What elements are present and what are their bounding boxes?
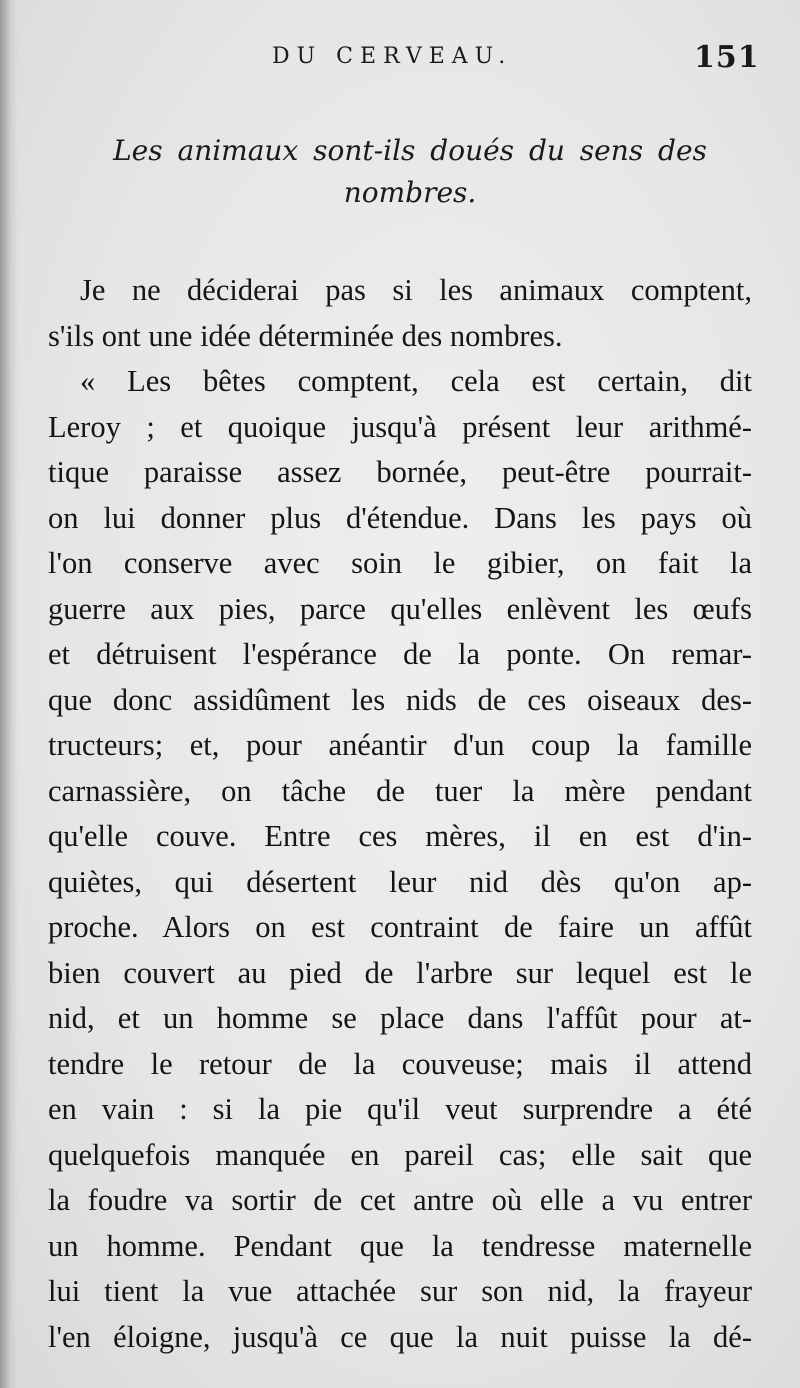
running-head-title: DU CERVEAU.	[272, 44, 513, 69]
section-title-line: nombres.	[343, 176, 477, 209]
text-line: quiètes, qui désertent leur nid dès qu'on ap-	[48, 864, 752, 899]
text-line: l'en éloigne, jusqu'à ce que la nuit puisse la dé-	[48, 1319, 752, 1354]
body-text	[48, 268, 752, 1360]
text-line: quelquefois manquée en pareil cas; elle sait que	[48, 1137, 752, 1172]
text-line: tique paraisse assez bornée, peut-être pourrait-	[48, 455, 752, 489]
text-line: que donc assidûment les nids de ces oiseaux des-	[48, 682, 752, 717]
text-line: lui tient la vue attachée sur son nid, la frayeur	[48, 1274, 752, 1308]
text-line: Je ne déciderai pas si les animaux comptent,	[80, 273, 752, 307]
section-title-line: Les animaux sont-ils doués du sens des	[113, 134, 707, 167]
text-line: Leroy ; et quoique jusqu'à présent leur arithmé-	[48, 409, 752, 444]
text-line: s'ils ont une idée déterminée des nombres.	[48, 318, 563, 353]
text-line: carnassière, on tâche de tuer la mère pendant	[48, 773, 752, 808]
text-line: « Les bêtes comptent, cela est certain, dit	[80, 364, 752, 398]
section-title	[40, 130, 780, 214]
text-line: et détruisent l'espérance de la ponte. On remar-	[48, 637, 752, 671]
text-line: tendre le retour de la couveuse; mais il attend	[48, 1046, 752, 1081]
text-line: tructeurs; et, pour anéantir d'un coup la famille	[48, 728, 752, 762]
text-line: bien couvert au pied de l'arbre sur lequel est le	[48, 955, 752, 990]
gutter-shadow	[0, 0, 18, 1388]
running-head	[0, 40, 800, 80]
text-line: un homme. Pendant que la tendresse maternelle	[48, 1228, 752, 1263]
page-number: 151	[694, 40, 760, 75]
text-line: en vain : si la pie qu'il veut surprendre a été	[48, 1092, 752, 1126]
text-line: la foudre va sortir de cet antre où elle a vu entrer	[48, 1183, 752, 1217]
text-line: nid, et un homme se place dans l'affût pour at-	[48, 1001, 752, 1035]
text-line: guerre aux pies, parce qu'elles enlèvent les œufs	[48, 591, 752, 626]
text-line: proche. Alors on est contraint de faire un affût	[48, 910, 752, 944]
text-line: qu'elle couve. Entre ces mères, il en est d'in-	[48, 819, 752, 853]
text-line: on lui donner plus d'étendue. Dans les pays où	[48, 500, 752, 535]
text-line: l'on conserve avec soin le gibier, on fait la	[48, 546, 752, 580]
